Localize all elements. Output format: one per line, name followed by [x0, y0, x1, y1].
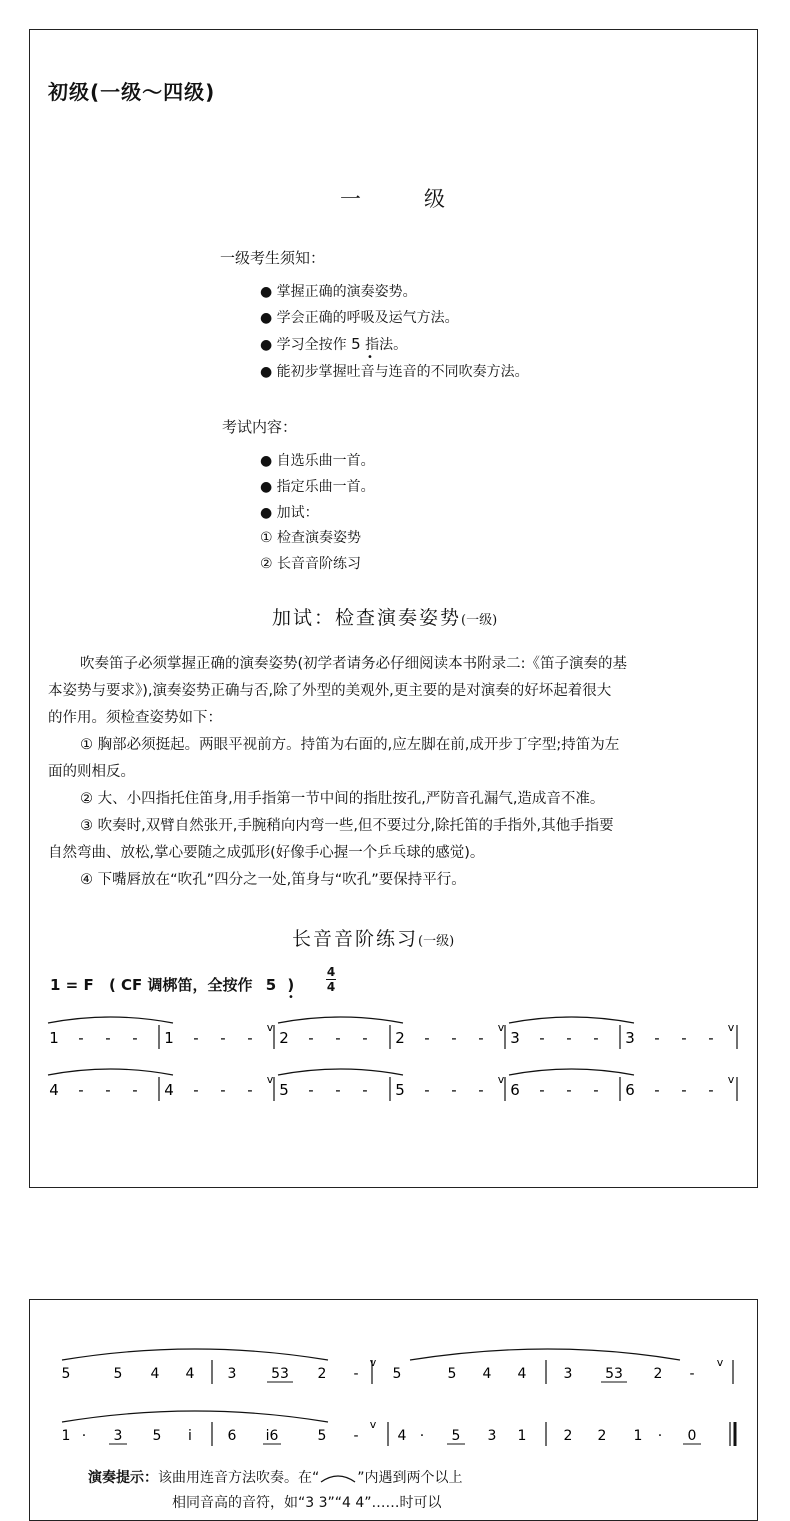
notice-item-1-text: 掌握正确的演奏姿势。 [276, 284, 417, 300]
melody-note: i [188, 1428, 192, 1444]
note: 5 [395, 1081, 405, 1099]
exam-item-2: ● 指定乐曲一首。 [260, 479, 375, 495]
exam-item-3: ● 加试： [260, 505, 319, 521]
posture-line-4: ① 胸部必须挺起。两眼平视前方。持笛为右面的,应左脚在前,成开步丁字型;持笛为左 [80, 737, 620, 753]
fingering-note: 5 [351, 335, 361, 353]
melody-note: · [657, 1428, 663, 1444]
melody-note: - [353, 1428, 359, 1444]
note: - [708, 1029, 714, 1047]
note: 2 [395, 1029, 405, 1047]
note: - [478, 1081, 484, 1099]
posture-line-1: 吹奏笛子必须掌握正确的演奏姿势(初学者请务必仔细阅读本书附录二:《笛子演奏的基 [80, 656, 628, 672]
posture-line-9: ④ 下嘴唇放在“吹孔”四分之一处,笛身与“吹孔”要保持平行。 [80, 872, 466, 888]
slur [410, 1349, 680, 1360]
key-close: ) [287, 976, 295, 994]
slur [509, 1069, 634, 1075]
melody-note: 5 [61, 1366, 71, 1382]
melody-note: 5 [317, 1428, 327, 1444]
longtone-heading-text: 长音音阶练习 [292, 928, 419, 950]
exam-sub-item-1: ① 检查演奏姿势 [260, 530, 362, 546]
slur [48, 1069, 173, 1075]
notice-item-3-text: 学习全按作 [276, 337, 347, 353]
breath-mark: v [369, 1418, 377, 1431]
melody-note: 4 [150, 1366, 160, 1382]
note: - [681, 1081, 687, 1099]
note: - [451, 1081, 457, 1099]
melody-note: 3 [227, 1366, 237, 1382]
note: 1 [164, 1029, 174, 1047]
melody-note: 2 [653, 1366, 663, 1382]
melody-note: 3 [113, 1428, 123, 1444]
breath-mark: v [727, 1021, 735, 1034]
note: - [335, 1029, 341, 1047]
note: - [362, 1029, 368, 1047]
posture-line-6: ② 大、小四指托住笛身,用手指第一节中间的指肚按孔,严防音孔漏气,造成音不准。 [80, 791, 605, 807]
note: - [362, 1081, 368, 1099]
note: - [681, 1029, 687, 1047]
key-note: 5 [265, 976, 277, 994]
note: - [132, 1081, 138, 1099]
note: - [308, 1081, 314, 1099]
note: - [451, 1029, 457, 1047]
note: 4 [164, 1081, 174, 1099]
breath-mark: v [266, 1073, 274, 1086]
note: - [220, 1029, 226, 1047]
note: 3 [625, 1029, 635, 1047]
melody-note: 5 [451, 1428, 461, 1444]
note: - [593, 1029, 599, 1047]
melody-note: 6 [227, 1428, 237, 1444]
exam-sub-item-2: ② 长音音阶练习 [260, 556, 362, 572]
notice-item-2: ● 学会正确的呼吸及运气方法。 [260, 310, 459, 326]
melody-note: - [353, 1366, 359, 1382]
note: - [424, 1081, 430, 1099]
note: - [566, 1029, 572, 1047]
note: 4 [49, 1081, 59, 1099]
note: - [566, 1081, 572, 1099]
note: - [220, 1081, 226, 1099]
melody-note: 5 [113, 1366, 123, 1382]
melody-note: 4 [397, 1428, 407, 1444]
melody-note: · [81, 1428, 87, 1444]
notice-item-4-text: 能初步掌握吐音与连音的不同吹奏方法。 [276, 364, 529, 380]
note: - [78, 1081, 84, 1099]
note: - [193, 1029, 199, 1047]
notice-item-3: ● 学习全按作 5 • 指法。 [260, 335, 408, 363]
tip-line-2: 相同音高的音符，如“3 3”“4 4”……时可以 [172, 1495, 442, 1511]
posture-heading-level: (一级) [461, 613, 498, 628]
notice-item-3-suffix: 指法。 [365, 337, 408, 353]
melody-note: 3 [487, 1428, 497, 1444]
level-heading: 一 级 [340, 187, 445, 211]
note: - [708, 1081, 714, 1099]
melody-note: 1 [61, 1428, 71, 1444]
melody-note: · [419, 1428, 425, 1444]
note: - [247, 1081, 253, 1099]
melody-note: 53 [605, 1366, 623, 1382]
note: - [247, 1029, 253, 1047]
melody-note: 2 [597, 1428, 607, 1444]
key-note-dot: • [288, 992, 294, 1003]
note: - [539, 1029, 545, 1047]
note: 5 [279, 1081, 289, 1099]
melody-note: 4 [185, 1366, 195, 1382]
breath-mark: v [497, 1073, 505, 1086]
melody-note: 53 [271, 1366, 289, 1382]
fingering-dot: • [367, 352, 373, 363]
note: - [132, 1029, 138, 1047]
posture-line-2: 本姿势与要求》),演奏姿势正确与否,除了外型的美观外,更主要的是对演奏的好坏起着很大 [48, 683, 612, 699]
notice-item-1: ● 掌握正确的演奏姿势。 [260, 284, 417, 300]
posture-line-3: 的作用。须检查姿势如下： [48, 710, 222, 726]
posture-line-5: 面的则相反。 [48, 764, 135, 780]
time-bottom: 4 [326, 980, 336, 994]
melody-note: 0 [687, 1428, 697, 1444]
note: 6 [625, 1081, 635, 1099]
note: - [539, 1081, 545, 1099]
slur [48, 1017, 173, 1023]
note: - [78, 1029, 84, 1047]
note: 1 [49, 1029, 59, 1047]
melody-note: 1 [633, 1428, 643, 1444]
melody-note: 5 [152, 1428, 162, 1444]
slur-symbol [319, 1472, 357, 1484]
exam-item-1: ● 自选乐曲一首。 [260, 453, 375, 469]
notice-item-2-text: 学会正确的呼吸及运气方法。 [276, 310, 459, 326]
melody-note: 5 [392, 1366, 402, 1382]
breath-mark: v [497, 1021, 505, 1034]
notice-item-4: ● 能初步掌握吐音与连音的不同吹奏方法。 [260, 364, 529, 380]
exam-item-1-text: 自选乐曲一首。 [276, 453, 375, 469]
note: - [424, 1029, 430, 1047]
exam-title: 考试内容： [222, 418, 298, 436]
melody-note: - [689, 1366, 695, 1382]
note: - [105, 1081, 111, 1099]
breath-mark: v [716, 1356, 724, 1369]
performance-tip [88, 1467, 463, 1487]
slur [62, 1411, 328, 1422]
key-text: ( CF 调梆笛，全按作 [108, 976, 253, 994]
melody-note: i6 [265, 1428, 279, 1444]
note: - [654, 1081, 660, 1099]
note: - [193, 1081, 199, 1099]
melody-note: 2 [317, 1366, 327, 1382]
slur [509, 1017, 634, 1023]
notice-title: 一级考生须知： [220, 249, 326, 267]
breath-mark: v [266, 1021, 274, 1034]
exam-item-3-text: 加试： [276, 505, 319, 521]
breath-mark: v [369, 1356, 377, 1369]
note: - [654, 1029, 660, 1047]
melody-note: 3 [563, 1366, 573, 1382]
time-top: 4 [326, 965, 336, 979]
section-title: 初级(一级～四级) [48, 80, 216, 104]
melody-note: 2 [563, 1428, 573, 1444]
note: - [478, 1029, 484, 1047]
key-prefix: 1 = F [50, 976, 94, 994]
melody-note: 1 [517, 1428, 527, 1444]
note: - [308, 1029, 314, 1047]
melody-note: 5 [447, 1366, 457, 1382]
note: - [593, 1081, 599, 1099]
slur [62, 1349, 328, 1360]
melody-note: 4 [517, 1366, 527, 1382]
note: - [105, 1029, 111, 1047]
note: 6 [510, 1081, 520, 1099]
posture-line-8: 自然弯曲、放松,掌心要随之成弧形(好像手心握一个乒乓球的感觉)。 [48, 845, 485, 861]
exam-item-2-text: 指定乐曲一首。 [276, 479, 375, 495]
longtone-heading-level: (一级) [418, 934, 455, 949]
note: 3 [510, 1029, 520, 1047]
breath-mark: v [727, 1073, 735, 1086]
slur [278, 1069, 403, 1075]
tip-text-b: ”内遇到两个以上 [357, 1470, 463, 1486]
posture-line-7: ③ 吹奏时,双臂自然张开,手腕稍向内弯一些,但不要过分,除托笛的手指外,其他手指要 [80, 818, 614, 834]
melody-note: 4 [482, 1366, 492, 1382]
tip-text-a: 该曲用连音方法吹奏。在“ [158, 1470, 320, 1486]
tip-label: 演奏提示： [88, 1470, 158, 1486]
slur [278, 1017, 403, 1023]
note: 2 [279, 1029, 289, 1047]
note: - [335, 1081, 341, 1099]
posture-heading-text: 加试：检查演奏姿势 [272, 607, 462, 629]
